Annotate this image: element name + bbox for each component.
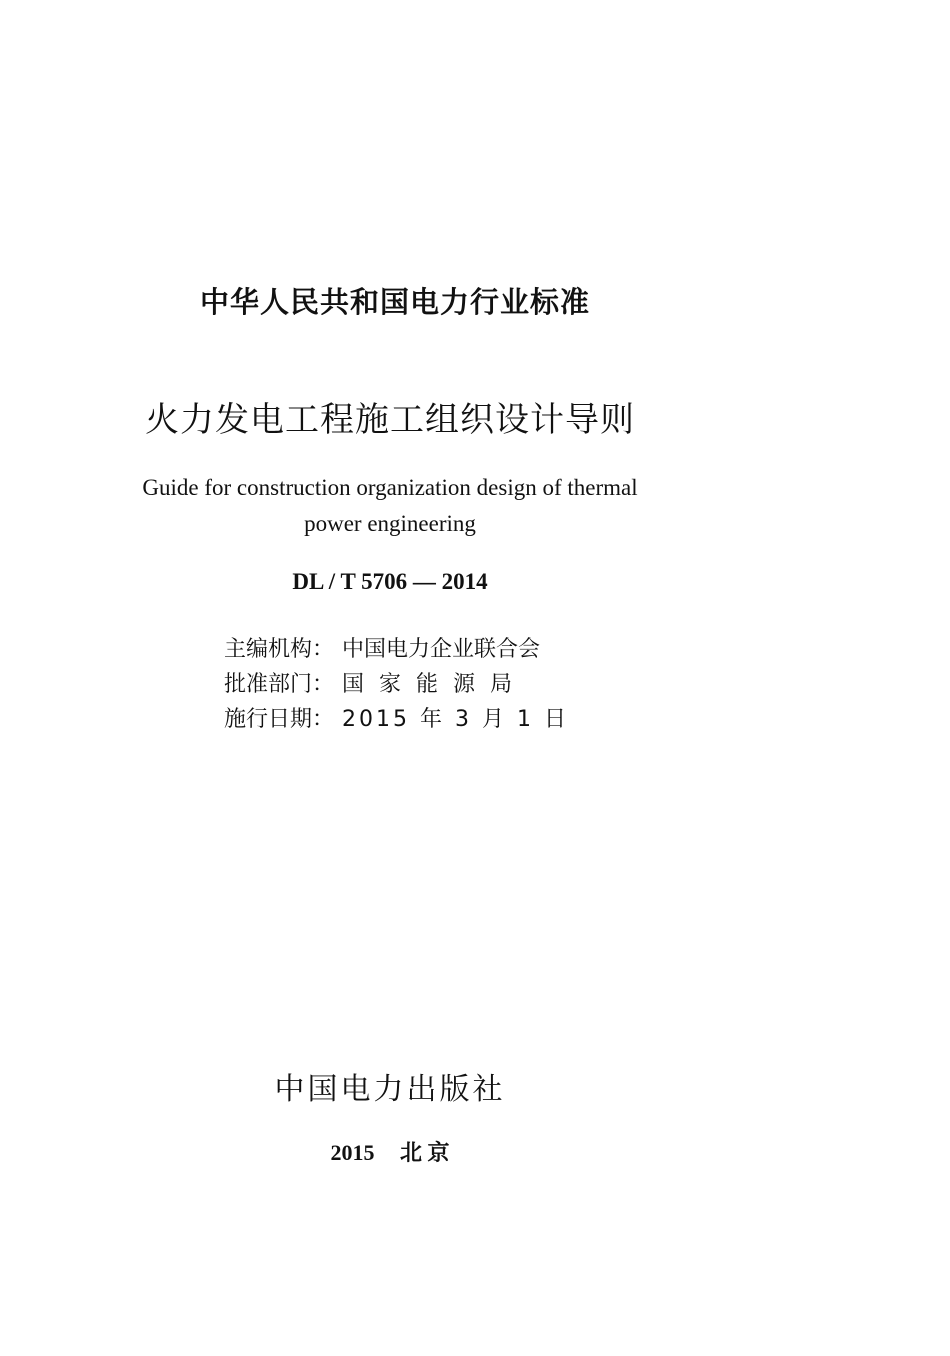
publication-year: 2015 [330,1140,375,1165]
document-metadata [224,632,569,737]
editor-row [224,632,569,667]
document-title-chinese: 火力发电工程施工组织设计导则 [145,400,635,440]
standard-type-header: 中华人民共和国电力行业标准 [199,285,590,319]
editor-value: 中国电力企业联合会 [342,637,541,662]
effective-date-value: 2015 年 3 月 1 日 [342,707,569,732]
publication-place [240,1136,540,1167]
title-english-line-2: power engineering [304,511,476,536]
approver-label: 批准部门： [224,672,335,697]
publisher-name: 中国电力出版社 [274,1072,506,1107]
document-title-english [110,470,670,542]
publication-city: 北 京 [399,1140,450,1165]
editor-label: 主编机构： [224,637,335,662]
standard-code: DL / T 5706 — 2014 [292,569,488,594]
title-english-line-1: Guide for construction organization design of thermal [142,475,638,500]
approver-row [224,667,569,702]
effective-date-label: 施行日期： [224,707,335,732]
approver-value: 国家能源局 [342,672,528,697]
effective-date-row [224,702,569,737]
